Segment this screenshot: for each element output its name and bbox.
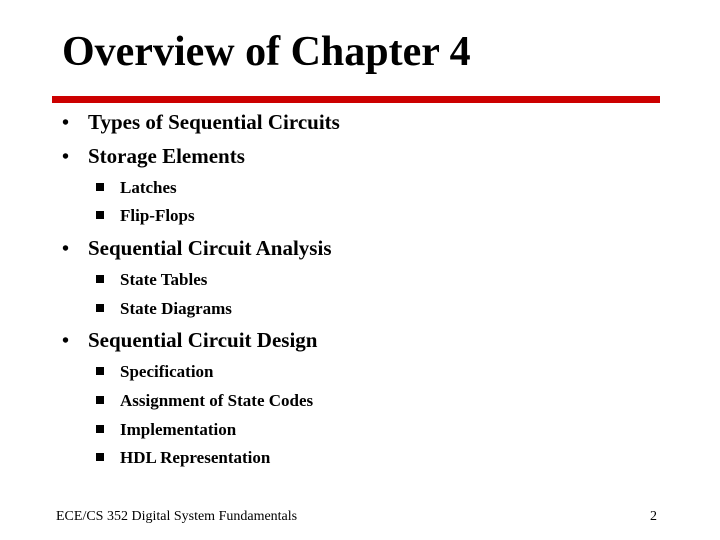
square-bullet-icon [96,275,104,283]
bullet-item [62,109,340,136]
square-bullet-icon [96,367,104,375]
slide-title: Overview of Chapter 4 [62,29,471,75]
bullet-text: Sequential Circuit Design [88,328,318,352]
page-number: 2 [650,509,657,524]
round-bullet-icon: • [62,330,70,352]
bullet-text: Storage Elements [88,144,245,168]
sub-bullet-text: Assignment of State Codes [120,391,314,410]
sub-bullet-text: Latches [120,178,177,197]
sub-bullet-item [96,205,195,227]
sub-bullet-text: State Tables [120,270,208,289]
square-bullet-icon [96,183,104,191]
sub-bullet-item [96,269,207,291]
round-bullet-icon: • [62,112,70,134]
footer-course: ECE/CS 352 Digital System Fundamentals [56,509,298,524]
sub-bullet-item [96,298,232,320]
sub-bullet-item [96,177,177,199]
sub-bullet-item [96,390,313,412]
bullet-item [62,327,317,354]
square-bullet-icon [96,453,104,461]
square-bullet-icon [96,396,104,404]
sub-bullet-item [96,447,270,469]
bullet-item [62,235,332,262]
square-bullet-icon [96,304,104,312]
bullet-item [62,143,245,170]
round-bullet-icon: • [62,238,70,260]
sub-bullet-text: Flip-Flops [120,206,195,225]
sub-bullet-item [96,361,214,383]
sub-bullet-text: Specification [120,362,214,381]
sub-bullet-item [96,419,236,441]
title-underline [52,96,660,103]
bullet-text: Sequential Circuit Analysis [88,236,332,260]
sub-bullet-text: HDL Representation [120,448,271,467]
sub-bullet-text: Implementation [120,420,237,439]
square-bullet-icon [96,211,104,219]
square-bullet-icon [96,425,104,433]
sub-bullet-text: State Diagrams [120,299,232,318]
round-bullet-icon: • [62,146,70,168]
bullet-text: Types of Sequential Circuits [88,110,340,134]
